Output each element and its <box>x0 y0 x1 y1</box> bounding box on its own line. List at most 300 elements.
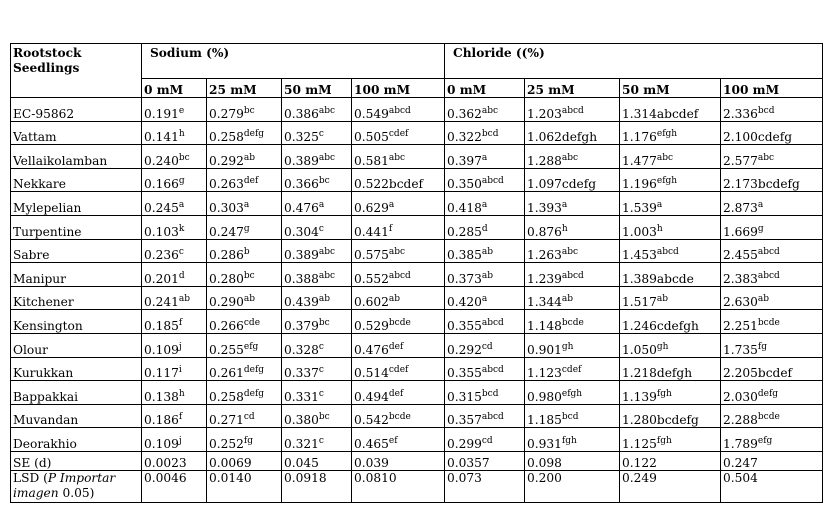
cell-value: 2.336 <box>723 106 758 121</box>
table-cell <box>352 357 445 381</box>
table-cell <box>721 192 823 216</box>
cell-value: 0.266 <box>209 318 244 333</box>
cell-value: 0.185 <box>144 318 179 333</box>
cell-value: 1.344 <box>527 295 562 310</box>
lsd-value: 0.073 <box>445 470 525 502</box>
table-cell <box>207 286 282 310</box>
table-cell <box>282 286 352 310</box>
cell-value: 0.379 <box>284 318 319 333</box>
table-cell <box>525 381 620 405</box>
table-cell <box>721 428 823 452</box>
table-cell <box>282 98 352 122</box>
row-label: Nekkare <box>11 168 142 192</box>
sodium-header: Sodium (%) <box>142 44 445 79</box>
cell-value: 1.288 <box>527 153 562 168</box>
cell-superscript: bcd <box>757 105 775 116</box>
table-cell <box>142 310 207 334</box>
table-cell <box>352 98 445 122</box>
cell-superscript: bcd <box>481 129 499 140</box>
cell-superscript: gh <box>561 341 574 352</box>
table-cell <box>207 168 282 192</box>
cell-superscript: abcd <box>757 247 780 258</box>
cell-superscript: fgh <box>656 435 672 446</box>
cell-superscript: bcde <box>757 317 780 328</box>
table-cell <box>142 381 207 405</box>
cell-superscript: ab <box>481 247 494 258</box>
table-cell <box>445 98 525 122</box>
cell-superscript: efgh <box>656 176 678 187</box>
cell-value: 2.205bcdef <box>723 366 793 381</box>
cell-value: 1.239 <box>527 271 562 286</box>
cell-superscript: f <box>178 317 183 328</box>
table-cell <box>445 428 525 452</box>
row-label: Muvandan <box>11 404 142 428</box>
table-cell <box>142 215 207 239</box>
cell-superscript: k <box>178 223 185 234</box>
cell-superscript: a <box>561 199 568 210</box>
table-cell <box>207 333 282 357</box>
cell-superscript: fgh <box>561 435 577 446</box>
cell-superscript: abc <box>561 152 579 163</box>
table-row <box>11 381 823 405</box>
cell-value: 1.735 <box>723 342 758 357</box>
cell-value: 1.393 <box>527 200 562 215</box>
table-cell <box>445 121 525 145</box>
table-cell <box>282 239 352 263</box>
col-header: 100 mM <box>721 79 823 98</box>
col-header: 0 mM <box>445 79 525 98</box>
cell-value: 2.030 <box>723 389 758 404</box>
table-row <box>11 145 823 169</box>
cell-value: 0.299 <box>447 436 482 451</box>
cell-superscript: fg <box>243 435 253 446</box>
cell-value: 0.465 <box>354 436 389 451</box>
cell-superscript: abcd <box>388 270 411 281</box>
cell-value: 1.062defgh <box>527 130 598 145</box>
row-label: Vattam <box>11 121 142 145</box>
cell-value: 1.050 <box>622 342 657 357</box>
cell-value: 0.373 <box>447 271 482 286</box>
cell-value: 0.420 <box>447 295 482 310</box>
cell-superscript: abc <box>318 152 336 163</box>
table-cell <box>445 404 525 428</box>
table-cell <box>352 263 445 287</box>
cell-value: 0.522bcdef <box>354 177 424 192</box>
cell-value: 1.246cdefgh <box>622 318 699 333</box>
table-cell <box>282 145 352 169</box>
cell-superscript: cdef <box>388 365 409 376</box>
cell-value: 0.552 <box>354 271 389 286</box>
cell-superscript: bcd <box>481 388 499 399</box>
cell-superscript: efgh <box>561 388 583 399</box>
table-cell <box>525 145 620 169</box>
table-cell <box>207 381 282 405</box>
table-cell <box>142 333 207 357</box>
table-cell <box>525 168 620 192</box>
cell-superscript: abc <box>481 105 499 116</box>
table-cell <box>525 239 620 263</box>
table-cell <box>620 333 721 357</box>
cell-value: 0.629 <box>354 200 389 215</box>
cell-value: 0.321 <box>284 436 319 451</box>
cell-value: 0.325 <box>284 130 319 145</box>
cell-superscript: abcd <box>481 365 504 376</box>
table-cell <box>525 428 620 452</box>
lsd-label: LSD (P Importar imagen 0.05) <box>11 470 142 502</box>
table-cell <box>207 121 282 145</box>
col-header: 0 mM <box>142 79 207 98</box>
table-cell <box>352 121 445 145</box>
cell-superscript: a <box>318 199 325 210</box>
cell-value: 0.388 <box>284 271 319 286</box>
cell-value: 0.931 <box>527 436 562 451</box>
cell-value: 0.355 <box>447 318 482 333</box>
cell-superscript: ab <box>757 294 770 305</box>
cell-superscript: cd <box>243 412 255 423</box>
cell-superscript: f <box>388 223 393 234</box>
table-cell <box>207 310 282 334</box>
cell-superscript: abc <box>757 152 775 163</box>
table-cell <box>525 215 620 239</box>
cell-value: 2.455 <box>723 248 758 263</box>
table-row <box>11 286 823 310</box>
se-value: 0.045 <box>282 451 352 470</box>
corner-header <box>11 44 142 98</box>
cell-superscript: bc <box>318 412 330 423</box>
cell-superscript: abcd <box>481 412 504 423</box>
table-cell <box>525 192 620 216</box>
table-cell <box>525 263 620 287</box>
table-cell <box>352 192 445 216</box>
table-cell <box>445 310 525 334</box>
row-label: Kensington <box>11 310 142 334</box>
cell-value: 2.173bcdefg <box>723 177 800 192</box>
cell-value: 2.288 <box>723 413 758 428</box>
cell-value: 0.263 <box>209 177 244 192</box>
table-cell <box>142 357 207 381</box>
cell-value: 0.366 <box>284 177 319 192</box>
cell-superscript: gh <box>656 341 669 352</box>
cell-superscript: defg <box>243 129 265 140</box>
cell-superscript: a <box>757 199 764 210</box>
table-cell <box>445 333 525 357</box>
table-cell <box>721 357 823 381</box>
cell-superscript: ef <box>388 435 398 446</box>
row-label: Vellaikolamban <box>11 145 142 169</box>
cell-value: 2.630 <box>723 295 758 310</box>
table-cell <box>282 310 352 334</box>
cell-superscript: cdef <box>388 129 409 140</box>
col-header: 50 mM <box>620 79 721 98</box>
cell-superscript: b <box>243 247 250 258</box>
table-cell <box>721 239 823 263</box>
cell-superscript: abc <box>656 152 674 163</box>
chloride-header: Chloride ((%) <box>445 44 823 79</box>
se-value: 0.0357 <box>445 451 525 470</box>
cell-value: 0.303 <box>209 200 244 215</box>
table-cell <box>282 263 352 287</box>
row-label: Deorakhio <box>11 428 142 452</box>
cell-value: 0.191 <box>144 106 179 121</box>
cell-value: 0.386 <box>284 106 319 121</box>
table-cell <box>142 192 207 216</box>
cell-superscript: efgh <box>656 129 678 140</box>
cell-value: 2.383 <box>723 271 758 286</box>
corner-header-line: Seedlings <box>13 61 80 75</box>
cell-value: 1.125 <box>622 436 657 451</box>
table-cell <box>282 168 352 192</box>
cell-superscript: i <box>178 365 182 376</box>
table-row <box>11 357 823 381</box>
cell-value: 0.322 <box>447 130 482 145</box>
table-cell <box>620 357 721 381</box>
table-cell <box>620 145 721 169</box>
cell-value: 1.453 <box>622 248 657 263</box>
table-row <box>11 215 823 239</box>
table-cell <box>620 98 721 122</box>
cell-value: 0.117 <box>144 366 179 381</box>
table-cell <box>525 121 620 145</box>
cell-value: 1.314abcdef <box>622 106 699 121</box>
table-cell <box>207 428 282 452</box>
cell-value: 2.100cdefg <box>723 130 793 145</box>
cell-value: 0.286 <box>209 248 244 263</box>
table-cell <box>445 381 525 405</box>
table-cell <box>445 145 525 169</box>
table-cell <box>352 239 445 263</box>
cell-superscript: def <box>243 176 259 187</box>
cell-superscript: a <box>481 199 488 210</box>
cell-superscript: h <box>561 223 568 234</box>
cell-superscript: bc <box>243 270 255 281</box>
row-label: Bappakkai <box>11 381 142 405</box>
se-value: 0.122 <box>620 451 721 470</box>
table-cell <box>282 428 352 452</box>
se-row <box>11 451 823 470</box>
cell-value: 0.476 <box>284 200 319 215</box>
cell-value: 0.581 <box>354 153 389 168</box>
cell-value: 0.514 <box>354 366 389 381</box>
table-cell <box>620 404 721 428</box>
cell-value: 0.280 <box>209 271 244 286</box>
cell-superscript: a <box>178 199 185 210</box>
cell-value: 0.331 <box>284 389 319 404</box>
table-cell <box>445 286 525 310</box>
lsd-value: 0.0046 <box>142 470 207 502</box>
cell-superscript: a <box>481 152 488 163</box>
table-row <box>11 121 823 145</box>
table-row <box>11 263 823 287</box>
cell-value: 0.252 <box>209 436 244 451</box>
cell-superscript: def <box>388 341 404 352</box>
cell-superscript: abc <box>318 105 336 116</box>
table-cell <box>282 121 352 145</box>
cell-value: 0.397 <box>447 153 482 168</box>
table-cell <box>721 215 823 239</box>
corner-header-line: Rootstock <box>13 46 82 60</box>
cell-value: 0.236 <box>144 248 179 263</box>
cell-superscript: ab <box>481 270 494 281</box>
cell-value: 0.290 <box>209 295 244 310</box>
cell-value: 0.439 <box>284 295 319 310</box>
table-cell <box>142 404 207 428</box>
table-cell <box>620 310 721 334</box>
cell-superscript: d <box>481 223 488 234</box>
table-cell <box>620 192 721 216</box>
cell-superscript: abcd <box>656 247 679 258</box>
cell-value: 1.280bcdefg <box>622 413 699 428</box>
cell-value: 0.494 <box>354 389 389 404</box>
lsd-value: 0.0918 <box>282 470 352 502</box>
cell-value: 1.789 <box>723 436 758 451</box>
cell-superscript: a <box>481 294 488 305</box>
row-label: Olour <box>11 333 142 357</box>
cell-value: 1.123 <box>527 366 562 381</box>
cell-superscript: def <box>388 388 404 399</box>
cell-superscript: c <box>318 435 324 446</box>
cell-value: 1.477 <box>622 153 657 168</box>
table-cell <box>207 357 282 381</box>
table-cell <box>352 168 445 192</box>
cell-superscript: ab <box>243 152 256 163</box>
cell-value: 0.337 <box>284 366 319 381</box>
table-cell <box>352 286 445 310</box>
cell-value: 0.357 <box>447 413 482 428</box>
table-cell <box>142 428 207 452</box>
table-cell <box>207 192 282 216</box>
table-cell <box>525 286 620 310</box>
cell-superscript: defg <box>243 365 265 376</box>
col-header: 25 mM <box>207 79 282 98</box>
cell-value: 0.389 <box>284 248 319 263</box>
cell-superscript: ab <box>318 294 331 305</box>
cell-value: 0.529 <box>354 318 389 333</box>
cell-value: 0.255 <box>209 342 244 357</box>
cell-superscript: ab <box>178 294 191 305</box>
cell-superscript: d <box>178 270 185 281</box>
cell-superscript: abc <box>318 247 336 258</box>
cell-superscript: abcd <box>561 270 584 281</box>
table-cell <box>142 121 207 145</box>
table-row <box>11 192 823 216</box>
table-cell <box>620 168 721 192</box>
table-cell <box>721 145 823 169</box>
cell-superscript: bcde <box>388 317 411 328</box>
lsd-value: 0.249 <box>620 470 721 502</box>
cell-superscript: bc <box>178 152 190 163</box>
cell-superscript: cd <box>481 341 493 352</box>
cell-value: 0.141 <box>144 130 179 145</box>
row-label: Turpentine <box>11 215 142 239</box>
cell-superscript: bcd <box>561 412 579 423</box>
lsd-value: 0.200 <box>525 470 620 502</box>
lsd-value: 0.0810 <box>352 470 445 502</box>
cell-superscript: cde <box>243 317 261 328</box>
cell-value: 1.139 <box>622 389 657 404</box>
table-cell <box>525 357 620 381</box>
cell-superscript: efg <box>243 341 259 352</box>
col-header: 25 mM <box>525 79 620 98</box>
cell-superscript: fg <box>757 341 767 352</box>
table-cell <box>207 145 282 169</box>
cell-superscript: bcde <box>757 412 780 423</box>
cell-value: 1.196 <box>622 177 657 192</box>
table-cell <box>721 168 823 192</box>
table-cell <box>142 286 207 310</box>
table-cell <box>721 310 823 334</box>
cell-value: 0.328 <box>284 342 319 357</box>
cell-superscript: efg <box>757 435 773 446</box>
cell-value: 0.389 <box>284 153 319 168</box>
table-cell <box>282 192 352 216</box>
cell-superscript: c <box>318 388 324 399</box>
table-row <box>11 404 823 428</box>
cell-superscript: h <box>656 223 663 234</box>
table-cell <box>445 357 525 381</box>
cell-value: 0.304 <box>284 224 319 239</box>
table-cell <box>282 215 352 239</box>
lsd-row <box>11 470 823 502</box>
lsd-value: 0.504 <box>721 470 823 502</box>
table-cell <box>721 263 823 287</box>
table-cell <box>525 310 620 334</box>
table-container <box>10 43 823 503</box>
table-cell <box>525 98 620 122</box>
table-cell <box>620 121 721 145</box>
table-row <box>11 239 823 263</box>
table-cell <box>282 357 352 381</box>
row-label: Sabre <box>11 239 142 263</box>
cell-superscript: c <box>318 365 324 376</box>
table-cell <box>207 404 282 428</box>
table-cell <box>352 381 445 405</box>
cell-superscript: a <box>656 199 663 210</box>
table-cell <box>620 428 721 452</box>
cell-value: 1.148 <box>527 318 562 333</box>
cell-value: 0.285 <box>447 224 482 239</box>
row-label: Kurukkan <box>11 357 142 381</box>
cell-value: 0.292 <box>447 342 482 357</box>
cell-value: 1.003 <box>622 224 657 239</box>
cell-value: 1.203 <box>527 106 562 121</box>
cell-value: 1.218defgh <box>622 366 693 381</box>
table-cell <box>721 121 823 145</box>
table-cell <box>525 404 620 428</box>
cell-value: 1.669 <box>723 224 758 239</box>
table-row <box>11 310 823 334</box>
cell-value: 0.258 <box>209 130 244 145</box>
cell-superscript: g <box>178 176 185 187</box>
cell-value: 0.240 <box>144 153 179 168</box>
cell-superscript: abc <box>318 270 336 281</box>
cell-superscript: cd <box>481 435 493 446</box>
table-cell <box>445 263 525 287</box>
cell-value: 1.185 <box>527 413 562 428</box>
se-value: 0.098 <box>525 451 620 470</box>
table-body <box>11 98 823 452</box>
table-cell <box>142 98 207 122</box>
cell-superscript: j <box>178 341 182 352</box>
cell-value: 1.517 <box>622 295 657 310</box>
cell-superscript: bc <box>243 105 255 116</box>
cell-superscript: h <box>178 388 185 399</box>
cell-value: 0.350 <box>447 177 482 192</box>
cell-value: 0.542 <box>354 413 389 428</box>
cell-value: 0.292 <box>209 153 244 168</box>
cell-superscript: c <box>178 247 184 258</box>
cell-superscript: ab <box>561 294 574 305</box>
cell-superscript: h <box>178 129 185 140</box>
